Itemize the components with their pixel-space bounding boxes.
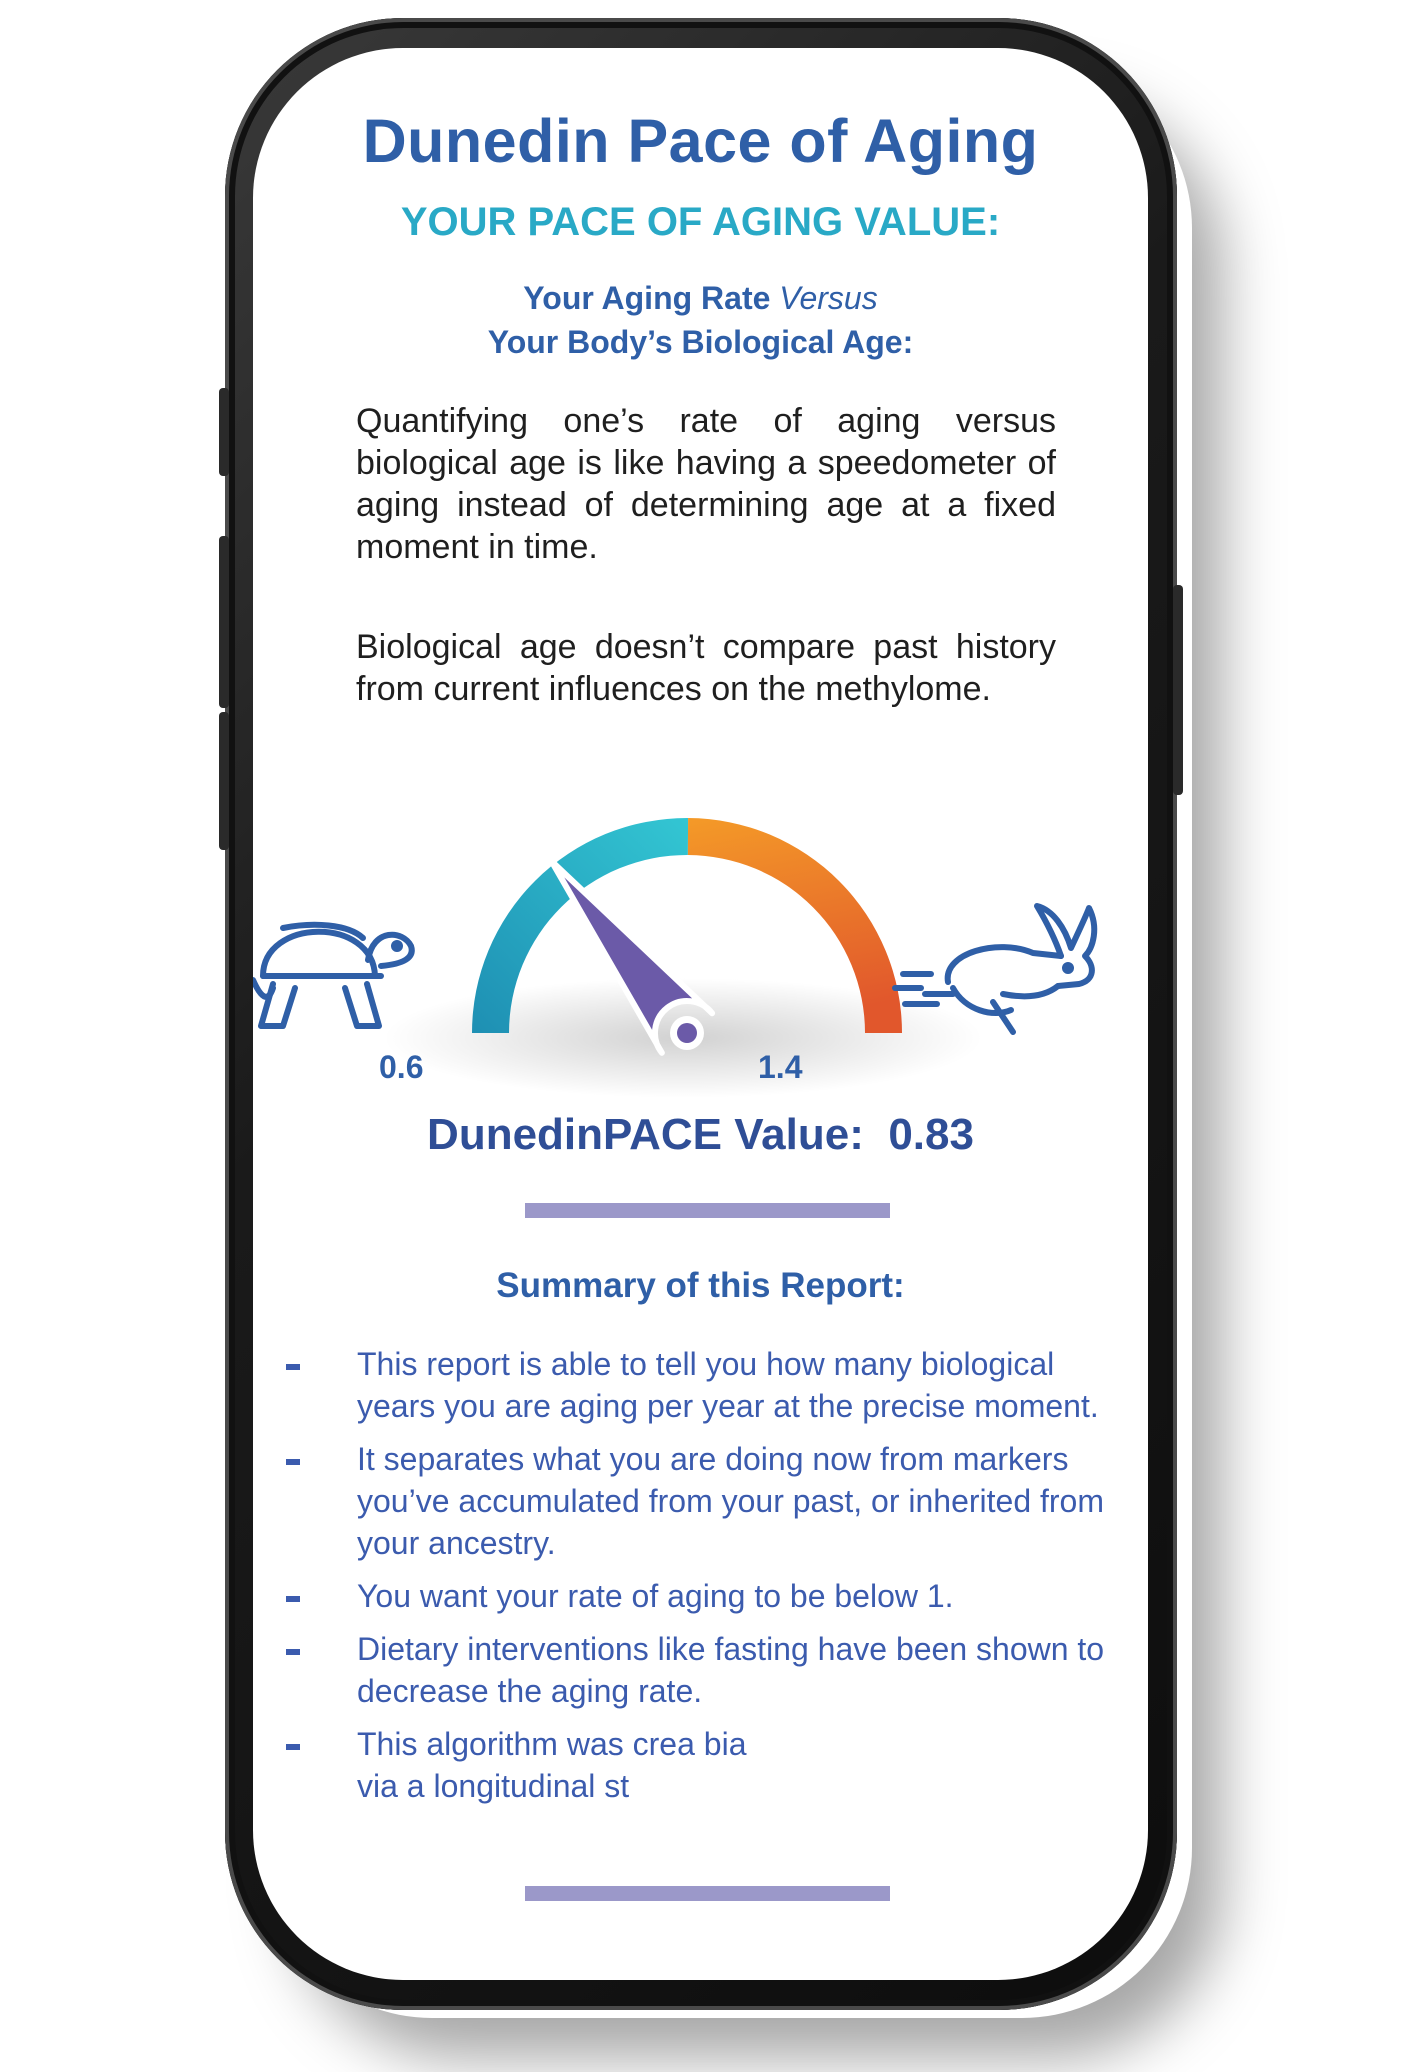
dunedinpace-value-label: DunedinPACE Value: bbox=[427, 1110, 864, 1159]
dash-icon bbox=[286, 1459, 300, 1465]
summary-item bbox=[283, 1438, 1123, 1564]
volume-down-button bbox=[219, 712, 229, 850]
pace-gauge bbox=[253, 748, 1148, 1108]
phone-screen bbox=[253, 48, 1148, 1980]
rate-heading-italic: Versus bbox=[779, 280, 878, 316]
summary-item bbox=[283, 1343, 1123, 1427]
rate-heading-line2: Your Body’s Biological Age: bbox=[487, 324, 914, 360]
dunedinpace-value bbox=[253, 1110, 1148, 1160]
summary-item bbox=[283, 1723, 1123, 1807]
intro-paragraph-1: Quantifying one’s rate of aging versus biological age is like having a speedometer of aging instead of determining age at a fixed moment in time. bbox=[356, 402, 1056, 566]
summary-item bbox=[283, 1575, 1123, 1617]
intro-paragraph-2: Biological age doesn’t compare past history from current influences on the methylome. bbox=[356, 628, 1056, 708]
rate-heading-bold: Your Aging Rate bbox=[523, 280, 771, 316]
dash-icon bbox=[286, 1649, 300, 1655]
power-button bbox=[1173, 585, 1183, 795]
section-divider bbox=[525, 1203, 890, 1218]
summary-list bbox=[283, 1343, 1123, 1818]
mute-switch bbox=[219, 388, 229, 476]
bottom-divider bbox=[525, 1886, 890, 1901]
gauge-min-label: 0.6 bbox=[379, 1049, 424, 1085]
summary-item bbox=[283, 1628, 1123, 1712]
pace-value-subtitle: YOUR PACE OF AGING VALUE: bbox=[400, 200, 1001, 244]
gauge-hub-center bbox=[677, 1023, 697, 1043]
summary-item-text: It separates what you are doing now from markers you’ve accumulated from your past, or inherited from your ancestry. bbox=[357, 1441, 1104, 1561]
dash-icon bbox=[286, 1744, 300, 1750]
page-title: Dunedin Pace of Aging bbox=[362, 107, 1039, 175]
summary-item-text: Dietary interventions like fasting have been shown to decrease the aging rate. bbox=[357, 1631, 1105, 1709]
summary-item-text: You want your rate of aging to be below 1. bbox=[357, 1578, 954, 1614]
gauge-max-label: 1.4 bbox=[758, 1049, 803, 1085]
summary-item-text: This algorithm was crea bia via a longitudinal st bbox=[357, 1726, 747, 1804]
dunedinpace-value-number: 0.83 bbox=[888, 1110, 974, 1159]
rate-heading bbox=[253, 276, 1148, 364]
summary-title: Summary of this Report: bbox=[496, 1266, 905, 1305]
summary-item-text: This report is able to tell you how many biological years you are aging per year at the precise moment. bbox=[357, 1346, 1099, 1424]
volume-up-button bbox=[219, 536, 229, 708]
dash-icon bbox=[286, 1364, 300, 1370]
turtle-icon bbox=[253, 925, 412, 1026]
dash-icon bbox=[286, 1596, 300, 1602]
